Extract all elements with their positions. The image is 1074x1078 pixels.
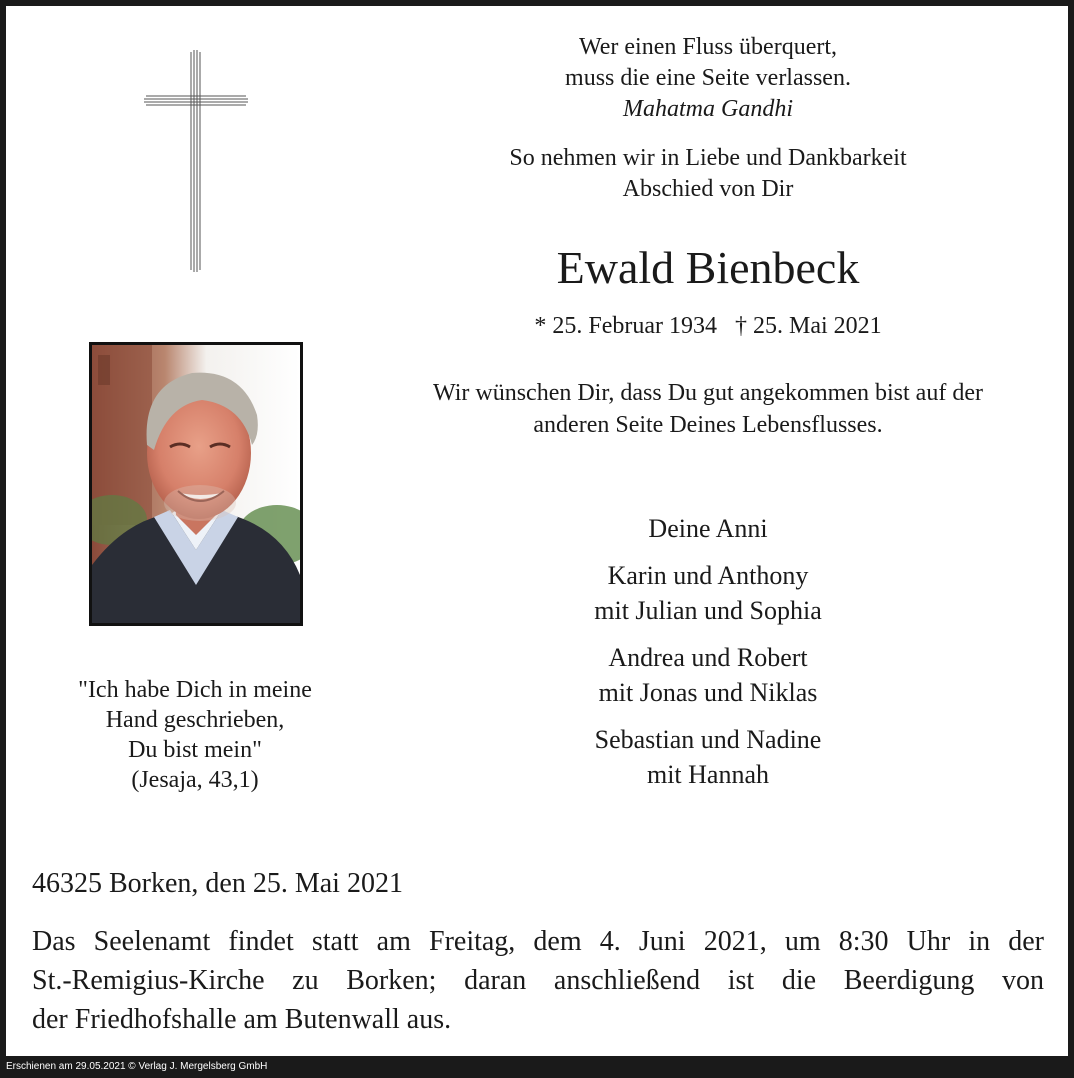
epigraph-author: Mahatma Gandhi (623, 96, 793, 122)
service-info (32, 922, 1044, 1039)
mourner-group (478, 511, 938, 546)
mourner-line: Karin und Anthony (607, 561, 809, 590)
bible-quote-line: Hand geschrieben, (105, 707, 285, 733)
deceased-name: Ewald Bienbeck (556, 242, 860, 293)
death-date: † 25. Mai 2021 (734, 313, 882, 339)
service-line: St.-Remigius-Kirche zu Borken; daran anschließend ist die Beerdigung von (32, 965, 1044, 996)
farewell-text (398, 143, 1018, 205)
service-line: der Friedhofshalle am Butenwall aus. (32, 1004, 452, 1035)
bible-quote-line: "Ich habe Dich in meine (78, 677, 312, 703)
life-dates (398, 310, 1018, 342)
wish-line: Wir wünschen Dir, dass Du gut angekommen bist auf der (433, 380, 983, 406)
mourner-line: Sebastian und Nadine (594, 725, 822, 754)
wish-line: anderen Seite Deines Lebensflusses. (533, 412, 883, 438)
mourner-group (478, 640, 938, 710)
epigraph-line: Wer einen Fluss überquert, (579, 34, 837, 60)
mourner-group (478, 558, 938, 628)
cross-icon (144, 50, 248, 272)
epigraph (398, 32, 1018, 125)
birth-date: * 25. Februar 1934 (534, 313, 717, 339)
mourner-group (478, 722, 938, 792)
portrait-photo (89, 342, 303, 626)
mourner-line: Andrea und Robert (608, 643, 808, 672)
mourner-line: mit Jonas und Niklas (598, 678, 818, 707)
farewell-line: Abschied von Dir (622, 176, 794, 202)
wish-text (378, 377, 1038, 441)
mourner-line: mit Hannah (646, 760, 770, 789)
publication-footer: Erschienen am 29.05.2021 © Verlag J. Mergelsberg GmbH (6, 1061, 268, 1072)
mourner-line: Deine Anni (648, 514, 768, 543)
place-date: 46325 Borken, den 25. Mai 2021 (32, 868, 403, 899)
bible-quote (40, 675, 350, 795)
mourner-line: mit Julian und Sophia (594, 596, 822, 625)
epigraph-line: muss die eine Seite verlassen. (565, 65, 851, 91)
farewell-line: So nehmen wir in Liebe und Dankbarkeit (509, 145, 907, 171)
bible-quote-reference: (Jesaja, 43,1) (131, 767, 259, 793)
service-line: Das Seelenamt findet statt am Freitag, dem 4. Juni 2021, um 8:30 Uhr in der (32, 926, 1044, 957)
bible-quote-line: Du bist mein" (128, 737, 262, 763)
mourners-list (478, 511, 938, 792)
